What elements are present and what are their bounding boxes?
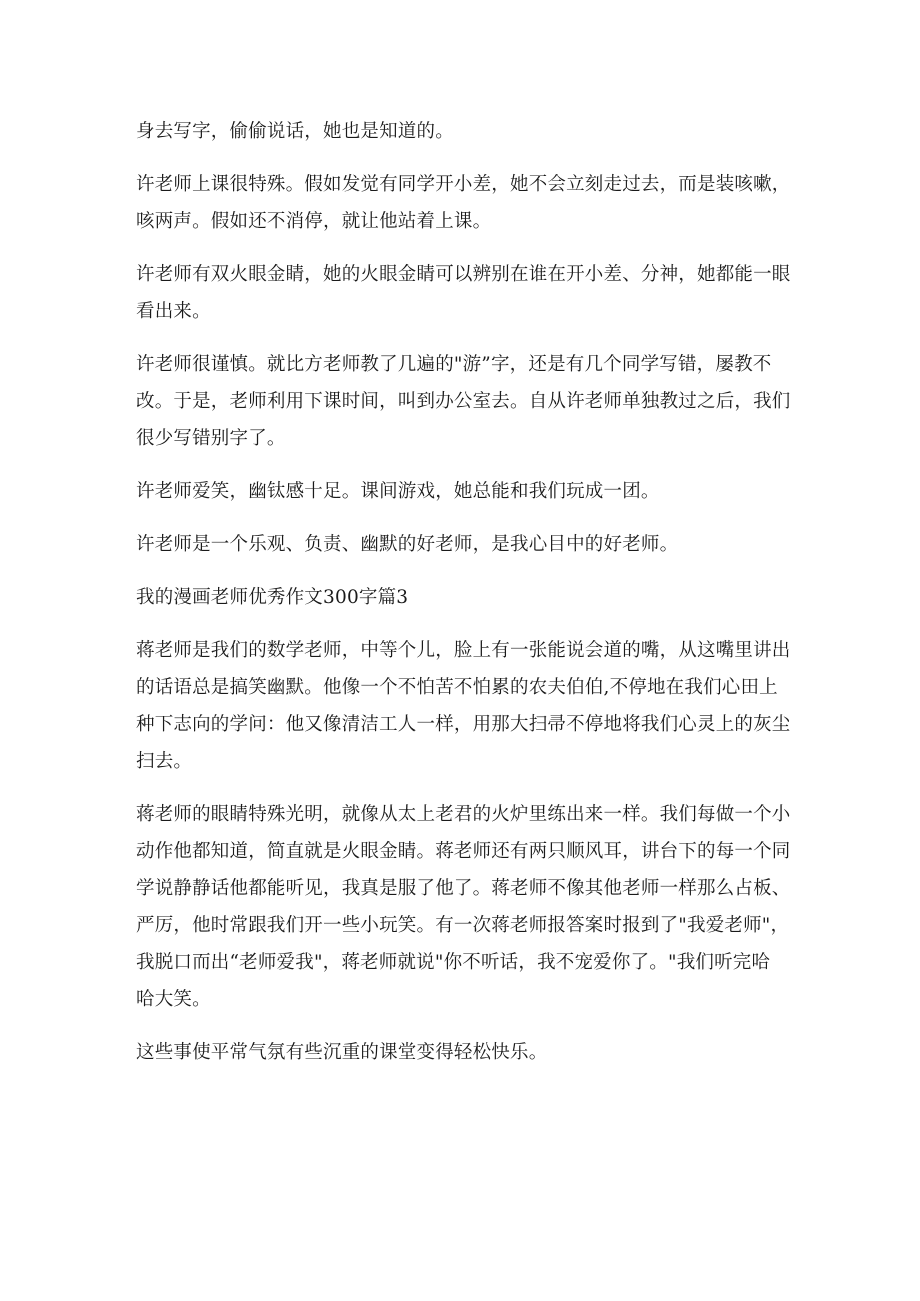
text-line: 许老师很谨慎。就比方老师教了几遍的"游”字，还是有几个同学写错，屡教不 — [136, 354, 772, 375]
text-line: 许老师上课很特殊。假如发觉有同学开小差，她不会立刻走过去，而是装咳嗽， — [136, 174, 791, 195]
paragraph — [136, 632, 796, 780]
text-line: 蒋老师是我们的数学老师，中等个儿，脸上有一张能说会道的嘴，从这嘴里讲出 — [136, 640, 791, 661]
text-line: 严厉，他时常跟我们开一些小玩笑。有一次蒋老师报答案时报到了"我爱老师"， — [136, 915, 790, 936]
text-line: 扫去。 — [136, 751, 193, 772]
text-line: 种下志向的学问：他又像清洁工人一样，用那大扫帚不停地将我们心灵上的灰尘 — [136, 714, 791, 735]
paragraph — [136, 346, 796, 457]
paragraph — [136, 256, 796, 330]
paragraph — [136, 166, 796, 240]
text-line: 的话语总是搞笑幽默。他像一个不怕苦不怕累的农夫伯伯,不停地在我们心田上 — [136, 677, 778, 698]
text-line: 蒋老师的眼睛特殊光明，就像从太上老君的火炉里练出来一样。我们每做一个小 — [136, 804, 791, 825]
text-line: 身去写字，偷偷说话，她也是知道的。 — [136, 121, 454, 142]
text-line: 很少写错别字了。 — [136, 428, 286, 449]
paragraph — [136, 526, 796, 563]
text-line: 我脱口而出“老师爱我"，蒋老师就说"你不听话，我不宠爱你了。"我们听完哈 — [136, 952, 771, 973]
text-line: 这些事使平常气氛有些沉重的课堂变得轻松快乐。 — [136, 1042, 548, 1063]
text-line: 许老师有双火眼金睛，她的火眼金睛可以辨别在谁在开小差、分神，她都能一眼 — [136, 264, 791, 285]
paragraph — [136, 473, 796, 510]
text-line: 许老师是一个乐观、负责、幽默的好老师，是我心目中的好老师。 — [136, 534, 679, 555]
paragraph — [136, 1034, 796, 1071]
text-line: 学说静静话他都能听见，我真是服了他了。蒋老师不像其他老师一样那么占板、 — [136, 878, 791, 899]
text-line: 哈大笑。 — [136, 989, 211, 1010]
text-line: 动作他都知道，简直就是火眼金睛。蒋老师还有两只顺风耳，讲台下的每一个同 — [136, 841, 791, 862]
text-line: 咳两声。假如还不消停，就让他站着上课。 — [136, 211, 492, 232]
paragraph — [136, 796, 796, 1018]
text-line: 许老师爱笑，幽钛感十足。课间游戏，她总能和我们玩成一团。 — [136, 481, 660, 502]
heading-line: 我的漫画老师优秀作文300字篇3 — [136, 587, 409, 608]
document-body — [136, 113, 796, 1087]
paragraph — [136, 113, 796, 150]
section-heading — [136, 579, 796, 616]
text-line: 改。于是，老师利用下课时间，叫到办公室去。自从许老师单独教过之后，我们 — [136, 391, 791, 412]
text-line: 看出来。 — [136, 301, 211, 322]
